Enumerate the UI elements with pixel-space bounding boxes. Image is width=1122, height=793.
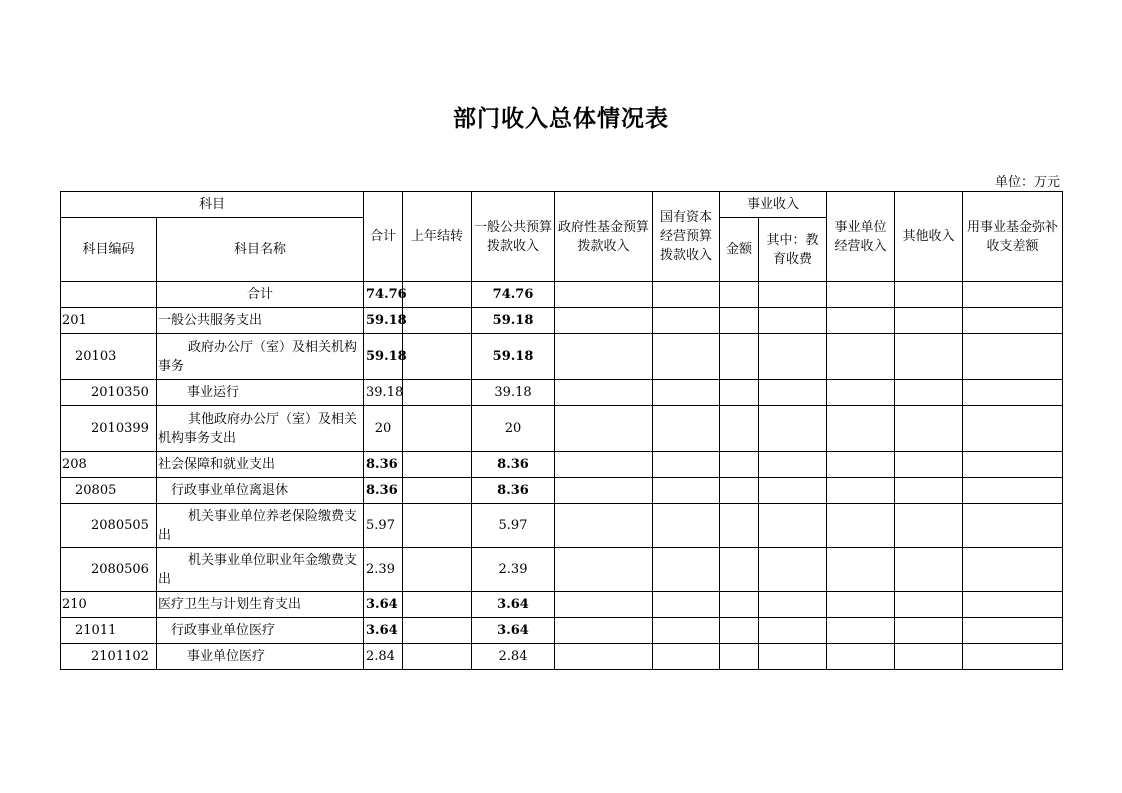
row-total: 2.84 (364, 644, 403, 670)
row-total: 39.18 (364, 380, 403, 406)
row-total: 3.64 (364, 592, 403, 618)
row-total: 5.97 (364, 504, 403, 548)
table-row (61, 334, 1063, 380)
row-name: 一般公共服务支出 (157, 308, 364, 334)
row-carryover (403, 282, 472, 308)
table-row (61, 380, 1063, 406)
row-name: 其他政府办公厅（室）及相关机构事务支出 (157, 406, 364, 452)
row-code: 2080506 (61, 548, 157, 592)
row-code: 2010399 (61, 406, 157, 452)
row-name: 合计 (157, 282, 364, 308)
row-general: 8.36 (472, 478, 555, 504)
row-general: 59.18 (472, 334, 555, 380)
row-general: 8.36 (472, 452, 555, 478)
header-amount: 金额 (720, 218, 759, 282)
header-code: 科目编码 (61, 218, 157, 282)
row-general: 5.97 (472, 504, 555, 548)
table-row (61, 548, 1063, 592)
row-total: 3.64 (364, 618, 403, 644)
row-code: 208 (61, 452, 157, 478)
table-row (61, 282, 1063, 308)
table-row (61, 618, 1063, 644)
row-name: 行政事业单位离退休 (157, 478, 364, 504)
table-row (61, 308, 1063, 334)
row-general: 39.18 (472, 380, 555, 406)
row-name: 事业运行 (157, 380, 364, 406)
header-gov-fund: 政府性基金预算拨款收入 (555, 192, 653, 282)
row-name: 事业单位医疗 (157, 644, 364, 670)
header-fund-offset: 用事业基金弥补收支差额 (963, 192, 1063, 282)
row-total: 59.18 (364, 308, 403, 334)
unit-label: 单位：万元 (994, 175, 1060, 190)
table-row (61, 504, 1063, 548)
header-public-income: 事业收入 (720, 192, 827, 218)
table-row (61, 452, 1063, 478)
row-code: 2010350 (61, 380, 157, 406)
header-general-budget: 一般公共预算拨款收入 (472, 192, 555, 282)
row-code: 20103 (61, 334, 157, 380)
row-name: 机关事业单位养老保险缴费支出 (157, 504, 364, 548)
header-operating: 事业单位经营收入 (827, 192, 895, 282)
row-code: 20805 (61, 478, 157, 504)
table-row (61, 406, 1063, 452)
header-name: 科目名称 (157, 218, 364, 282)
table-row (61, 644, 1063, 670)
table-row (61, 592, 1063, 618)
row-code: 210 (61, 592, 157, 618)
row-general: 74.76 (472, 282, 555, 308)
row-total: 8.36 (364, 478, 403, 504)
row-name: 行政事业单位医疗 (157, 618, 364, 644)
row-name: 社会保障和就业支出 (157, 452, 364, 478)
row-total: 74.76 (364, 282, 403, 308)
row-general: 20 (472, 406, 555, 452)
header-other: 其他收入 (895, 192, 963, 282)
header-total: 合计 (364, 192, 403, 282)
header-state-capital: 国有资本经营预算拨款收入 (653, 192, 720, 282)
page-title: 部门收入总体情况表 (453, 105, 669, 132)
row-general: 3.64 (472, 618, 555, 644)
row-total: 20 (364, 406, 403, 452)
row-total: 2.39 (364, 548, 403, 592)
header-of-which: 其中：教育收费 (759, 218, 827, 282)
row-code: 201 (61, 308, 157, 334)
row-general: 2.39 (472, 548, 555, 592)
header-subject: 科目 (61, 192, 364, 218)
row-name: 政府办公厅（室）及相关机构事务 (157, 334, 364, 380)
table-row (61, 478, 1063, 504)
row-code (61, 282, 157, 308)
row-general: 2.84 (472, 644, 555, 670)
row-general: 59.18 (472, 308, 555, 334)
row-code: 2080505 (61, 504, 157, 548)
header-carryover: 上年结转 (403, 192, 472, 282)
row-total: 8.36 (364, 452, 403, 478)
row-code: 2101102 (61, 644, 157, 670)
revenue-table (60, 191, 1063, 670)
row-total: 59.18 (364, 334, 403, 380)
row-code: 21011 (61, 618, 157, 644)
row-name: 医疗卫生与计划生育支出 (157, 592, 364, 618)
row-name: 机关事业单位职业年金缴费支出 (157, 548, 364, 592)
row-general: 3.64 (472, 592, 555, 618)
